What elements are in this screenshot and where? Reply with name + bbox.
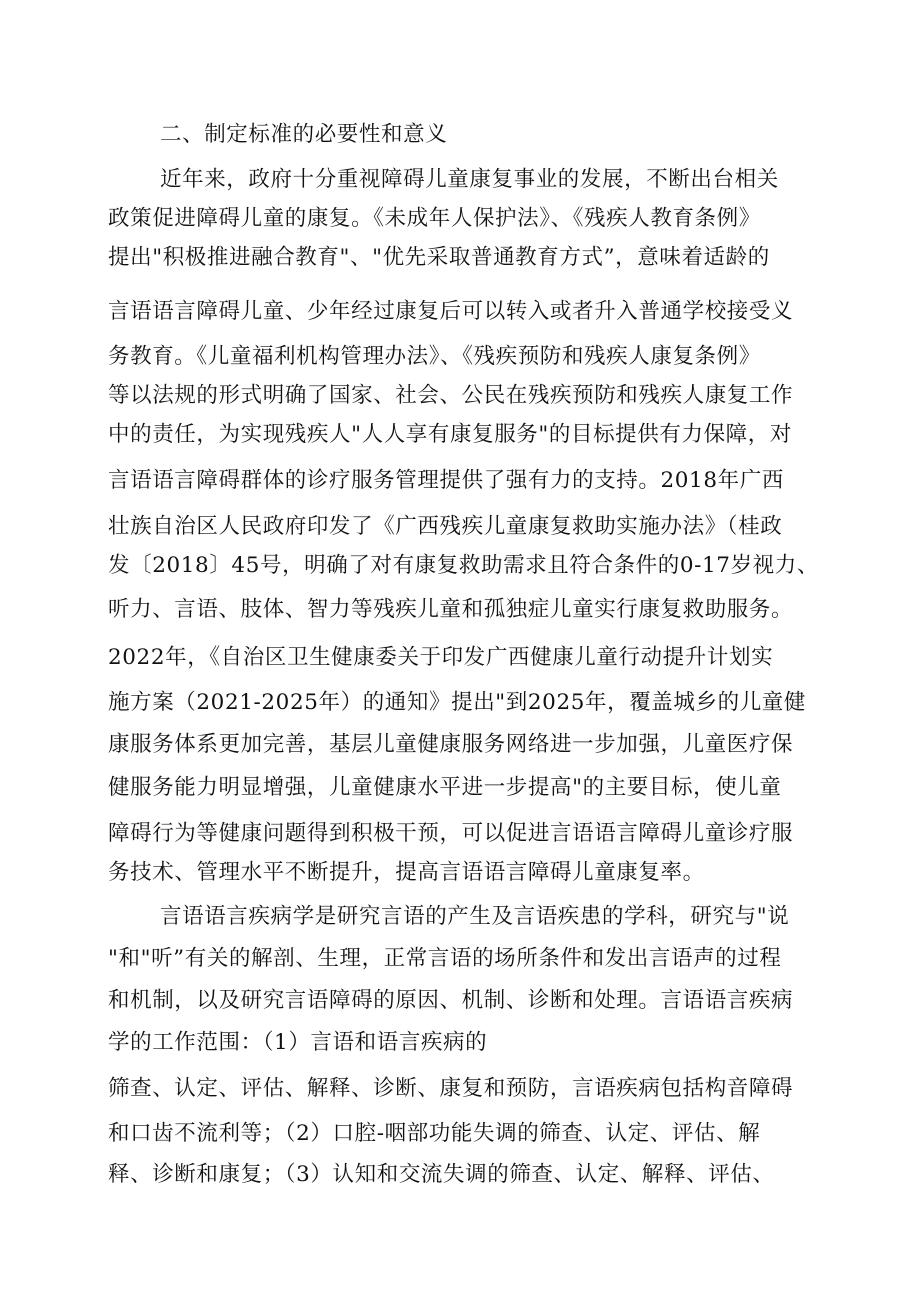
paragraph-1-line: 务教育。《儿童福利机构管理办法》、《残疾预防和残疾人康复条例》 (108, 344, 761, 369)
paragraph-1-line: 近年来，政府十分重视障碍儿童康复事业的发展，不断出台相关 (160, 167, 779, 192)
paragraph-1-line: 言语语言障碍群体的诊疗服务管理提供了强有力的支持。2018年广西 (108, 468, 784, 493)
paragraph-1-line: 健服务能力明显增强，儿童健康水平进一步提高"的主要目标，使儿童 (108, 775, 782, 800)
paragraph-1-line: 施方案（2021-2025年）的通知》提出"到2025年，覆盖城乡的儿童健 (108, 690, 807, 715)
paragraph-1-line: 等以法规的形式明确了国家、社会、公民在残疾预防和残疾人康复工作 (108, 383, 794, 408)
paragraph-2-line: 言语语言疾病学是研究言语的产生及言语疾患的学科，研究与"说 (160, 904, 790, 929)
paragraph-2-line: 释、诊断和康复；（3）认知和交流失调的筛查、认定、解释、评估、 (108, 1162, 775, 1187)
paragraph-1-line: 言语语言障碍儿童、少年经过康复后可以转入或者升入普通学校接受义 (108, 299, 794, 324)
paragraph-2-line: 和口齿不流利等；（2）口腔-咽部功能失调的筛查、认定、评估、解 (108, 1121, 761, 1146)
paragraph-1-line: 听力、言语、肢体、智力等残疾儿童和孤独症儿童实行康复救助服务。 (108, 597, 794, 622)
paragraph-2-line: 学的工作范围：（1）言语和语言疾病的 (108, 1030, 488, 1055)
paragraph-1-line: 中的责任，为实现残疾人"人人享有康复服务"的目标提供有力保障，对 (108, 422, 792, 447)
paragraph-1-line: 2022年，《自治区卫生健康委关于印发广西健康儿童行动提升计划实 (108, 645, 774, 670)
paragraph-2-line: "和"听”有关的解剖、生理，正常言语的场所条件和发出言语声的过程 (108, 946, 782, 971)
paragraph-1-line: 障碍行为等健康问题得到积极干预，可以促进言语语言障碍儿童诊疗服 (108, 821, 794, 846)
paragraph-2-line: 和机制，以及研究言语障碍的原因、机制、诊断和处理。言语语言疾病 (108, 988, 794, 1013)
paragraph-1-line: 务技术、管理水平不断提升，提高言语语言障碍儿童康复率。 (108, 860, 705, 885)
paragraph-2-line: 筛查、认定、评估、解释、诊断、康复和预防，言语疾病包括构音障碍 (108, 1076, 794, 1101)
paragraph-1-line: 发〔2018〕45号，明确了对有康复救助需求且符合条件的0-17岁视力、 (108, 553, 819, 578)
section-heading: 二、制定标准的必要性和意义 (160, 122, 448, 147)
paragraph-1-line: 壮族自治区人民政府印发了《广西残疾儿童康复救助实施办法》（桂政 (108, 514, 783, 539)
paragraph-1-line: 政策促进障碍儿童的康复。《未成年人保护法》、《残疾人教育条例》 (108, 206, 761, 231)
paragraph-1-line: 提出"积极推进融合教育"、"优先采取普通教育方式”，意味着适龄的 (108, 245, 770, 270)
paragraph-1-line: 康服务体系更加完善，基层儿童健康服务网络进一步加强，儿童医疗保 (108, 732, 794, 757)
